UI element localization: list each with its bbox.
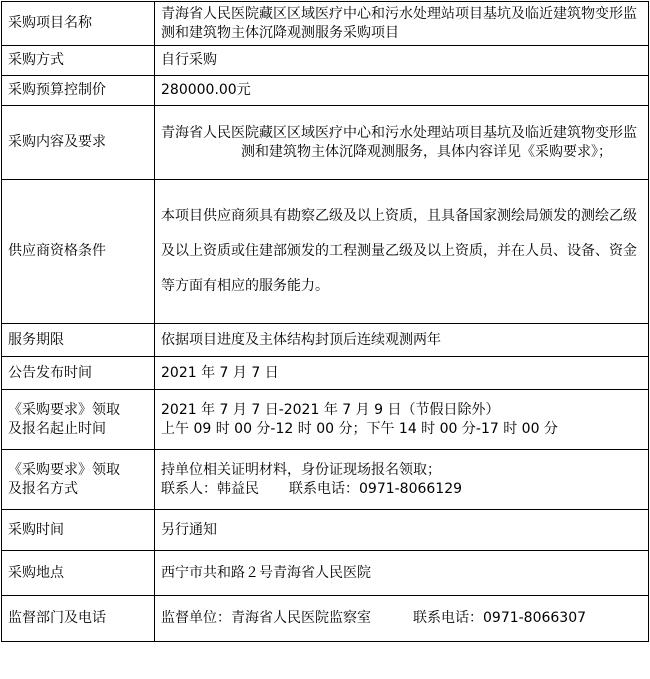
row-label-line: 及报名起止时间	[8, 420, 106, 437]
row-value: 本项目供应商须具有勘察乙级及以上资质，且具备国家测绘局颁发的测绘乙级及以上资质或住建部颁发的工程测量乙级及以上资质，并在人员、设备、资金等方面有相应的服务能力。	[161, 208, 637, 294]
row-value-line: 2021 年 7 月 7 日-2021 年 7 月 9 日（节假日除外）	[161, 401, 500, 418]
table-row	[2, 76, 649, 106]
row-value: 280000.00元	[155, 76, 649, 106]
row-label-line: 及报名方式	[8, 480, 78, 497]
table-row	[2, 596, 649, 642]
table-row	[2, 551, 649, 596]
table-row	[2, 510, 649, 551]
table-row	[2, 46, 649, 76]
row-label: 采购项目名称	[2, 2, 155, 46]
contact-person: 联系人：韩益民	[161, 480, 259, 497]
table-row	[2, 390, 649, 450]
row-value: 青海省人民医院藏区区域医疗中心和污水处理站项目基坑及临近建筑物变形监测和建筑物主体沉降观测服务采购项目	[155, 2, 649, 46]
table-row	[2, 357, 649, 390]
table-row	[2, 2, 649, 46]
row-value: 西宁市共和路２号青海省人民医院	[155, 551, 649, 596]
row-label: 供应商资格条件	[2, 180, 155, 324]
row-label-line: 《采购要求》领取	[8, 401, 120, 418]
supervision-unit: 监督单位：青海省人民医院监察室	[161, 610, 371, 626]
row-value: 2021 年 7 月 7 日	[155, 357, 649, 390]
row-label: 采购时间	[2, 510, 155, 551]
contact-phone: 联系电话：0971-8066129	[289, 480, 463, 497]
row-label: 采购预算控制价	[2, 76, 155, 106]
row-label-line: 《采购要求》领取	[8, 461, 120, 478]
row-label: 监督部门及电话	[2, 596, 155, 642]
row-label: 采购地点	[2, 551, 155, 596]
row-value-line: 持单位相关证明材料，身份证现场报名领取；	[161, 461, 441, 478]
row-value: 自行采购	[155, 46, 649, 76]
table-row	[2, 180, 649, 324]
row-value: 青海省人民医院藏区区域医疗中心和污水处理站项目基坑及临近建筑物变形监测和建筑物主体沉降观测服务，具体内容详见《采购要求》；	[161, 124, 637, 160]
row-value-line: 上午 09 时 00 分-12 时 00 分；下午 14 时 00 分-17 时 00 分	[161, 420, 558, 437]
row-label: 服务期限	[2, 324, 155, 357]
supervision-phone: 联系电话：0971-8066307	[413, 610, 587, 626]
procurement-info-table	[1, 1, 649, 642]
table-row	[2, 450, 649, 510]
row-label: 采购内容及要求	[2, 106, 155, 180]
row-value: 依据项目进度及主体结构封顶后连续观测两年	[155, 324, 649, 357]
table-row	[2, 324, 649, 357]
row-label: 采购方式	[2, 46, 155, 76]
row-label: 公告发布时间	[2, 357, 155, 390]
table-row	[2, 106, 649, 180]
row-value: 另行通知	[155, 510, 649, 551]
